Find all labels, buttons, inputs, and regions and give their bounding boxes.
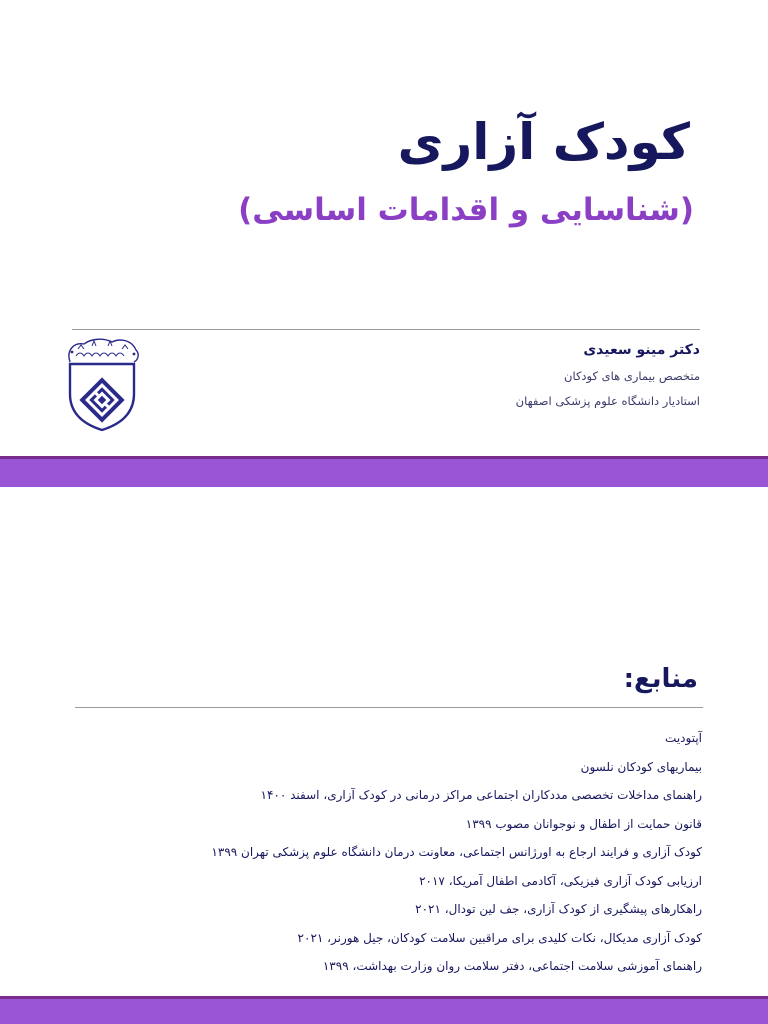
reference-item: کودک آزاری مدیکال، نکات کلیدی برای مراقبین سلامت کودکان، جیل هورنر، ۲۰۲۱ xyxy=(297,930,702,945)
author-info xyxy=(270,342,700,419)
university-emblem-icon xyxy=(58,332,146,432)
reference-item: ارزیابی کودک آزاری فیزیکی، آکادمی اطفال آمریکا، ۲۰۱۷ xyxy=(419,873,702,888)
reference-item: کودک آزاری و فرایند ارجاع به اورژانس اجتماعی، معاونت درمان دانشگاه علوم پزشکی تهران ۱۳۹۹ xyxy=(211,845,702,859)
reference-item: بیماریهای کودکان نلسون xyxy=(580,759,702,774)
author-name: دکتر مینو سعیدی xyxy=(583,342,700,358)
references-list xyxy=(142,724,702,981)
reference-item: آپتودیت xyxy=(665,731,702,745)
top-accent-band xyxy=(0,456,768,487)
references-divider xyxy=(75,707,703,708)
bottom-accent-band xyxy=(0,996,768,1024)
references-heading: منابع: xyxy=(623,664,698,694)
document-subtitle: (شناسایی و اقدامات اساسی) xyxy=(238,192,694,228)
author-position: استادیار دانشگاه علوم پزشکی اصفهان xyxy=(515,394,700,408)
document-title: کودک آزاری xyxy=(397,113,690,171)
reference-item: قانون حمایت از اطفال و نوجوانان مصوب ۱۳۹۹ xyxy=(465,816,702,831)
header-divider xyxy=(72,329,700,330)
author-specialty: متخصص بیماری های کودکان xyxy=(564,369,700,383)
reference-item: راهنمای آموزشی سلامت اجتماعی، دفتر سلامت روان وزارت بهداشت، ۱۳۹۹ xyxy=(322,959,702,973)
reference-item: راهکارهای پیشگیری از کودک آزاری، جف لین تودال، ۲۰۲۱ xyxy=(415,902,702,916)
reference-item: راهنمای مداخلات تخصصی مددکاران اجتماعی مراکز درمانی در کودک آزاری، اسفند ۱۴۰۰ xyxy=(260,788,702,802)
